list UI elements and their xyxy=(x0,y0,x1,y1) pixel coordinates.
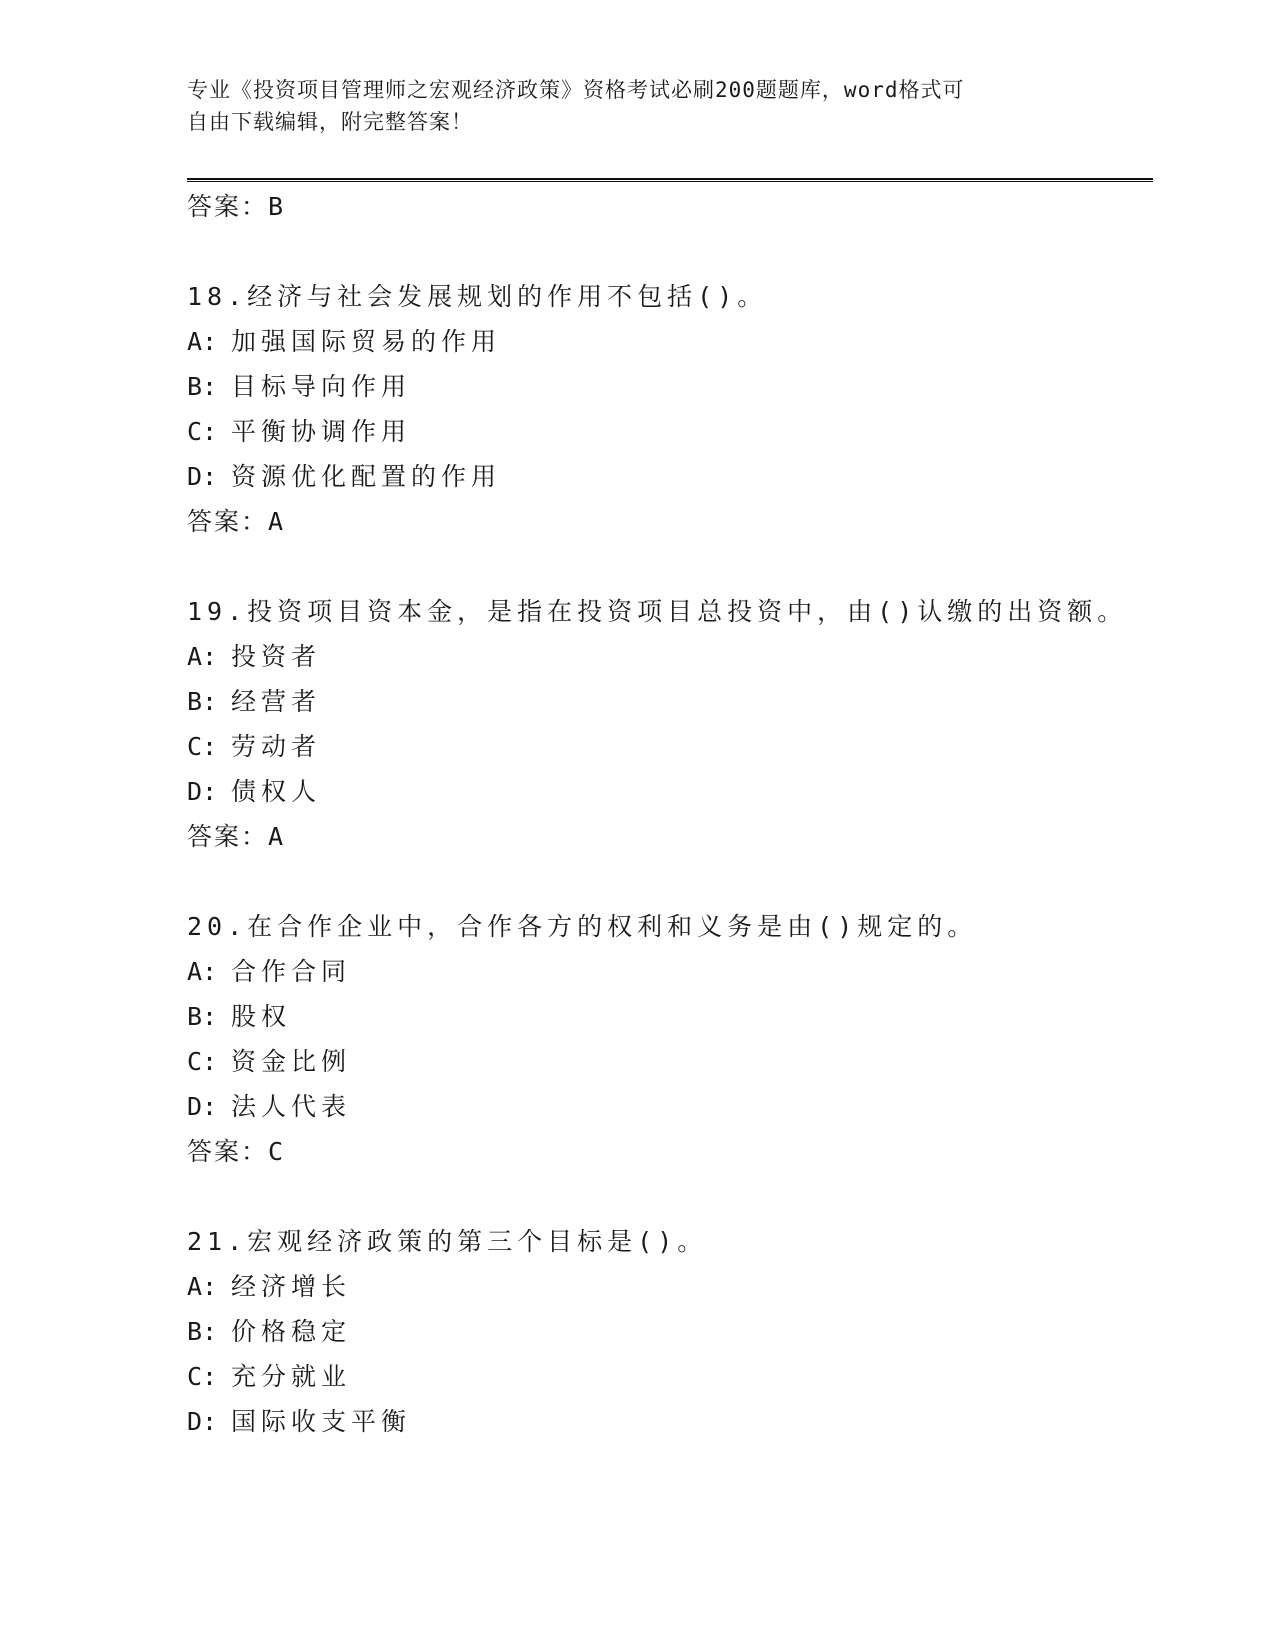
option-prefix: A: xyxy=(187,1272,218,1301)
option-prefix: C: xyxy=(187,1362,218,1391)
question-20-option-c xyxy=(187,1042,351,1082)
question-19-option-d xyxy=(187,772,321,812)
option-prefix: A: xyxy=(187,642,218,671)
question-19-stem: 19.投资项目资本金，是指在投资项目总投资中，由()认缴的出资额。 xyxy=(187,597,1128,626)
option-prefix: C: xyxy=(187,732,218,761)
option-prefix: B: xyxy=(187,372,218,401)
question-18-option-c xyxy=(187,412,411,452)
option-prefix: B: xyxy=(187,687,218,716)
answer-17: 答案：B xyxy=(187,192,286,221)
question-18-option-d xyxy=(187,457,501,497)
option-text: 债权人 xyxy=(231,777,322,806)
option-prefix: D: xyxy=(187,1092,218,1121)
option-text: 法人代表 xyxy=(231,1092,352,1121)
option-text: 股权 xyxy=(231,1002,292,1031)
option-prefix: B: xyxy=(187,1317,218,1346)
question-21-option-b xyxy=(187,1312,351,1352)
question-18-answer: 答案：A xyxy=(187,507,286,536)
option-text: 国际收支平衡 xyxy=(231,1407,412,1436)
option-prefix: B: xyxy=(187,1002,218,1031)
option-prefix: A: xyxy=(187,327,218,356)
option-text: 加强国际贸易的作用 xyxy=(231,327,502,356)
option-prefix: D: xyxy=(187,777,218,806)
option-text: 充分就业 xyxy=(231,1362,352,1391)
option-text: 投资者 xyxy=(231,642,322,671)
question-20-option-b xyxy=(187,997,291,1037)
option-prefix: A: xyxy=(187,957,218,986)
question-21-option-a xyxy=(187,1267,351,1307)
option-prefix: C: xyxy=(187,417,218,446)
option-text: 经济增长 xyxy=(231,1272,352,1301)
option-prefix: C: xyxy=(187,1047,218,1076)
option-prefix: D: xyxy=(187,1407,218,1436)
option-text: 资源优化配置的作用 xyxy=(231,462,502,491)
header-line-2: 自由下载编辑，附完整答案！ xyxy=(187,110,473,134)
option-text: 平衡协调作用 xyxy=(231,417,412,446)
header-divider xyxy=(187,178,1153,182)
option-text: 合作合同 xyxy=(231,957,352,986)
question-19-answer: 答案：A xyxy=(187,822,286,851)
question-20-answer: 答案：C xyxy=(187,1137,286,1166)
option-prefix: D: xyxy=(187,462,218,491)
question-19-option-b xyxy=(187,682,321,722)
question-21-option-d xyxy=(187,1402,411,1442)
option-text: 资金比例 xyxy=(231,1047,352,1076)
option-text: 劳动者 xyxy=(231,732,322,761)
question-18-option-a xyxy=(187,322,501,362)
option-text: 目标导向作用 xyxy=(231,372,412,401)
header-line-1: 专业《投资项目管理师之宏观经济政策》资格考试必刷200题题库，word格式可 xyxy=(187,78,965,102)
question-18-option-b xyxy=(187,367,411,407)
question-19-option-a xyxy=(187,637,321,677)
question-20-stem: 20.在合作企业中，合作各方的权利和义务是由()规定的。 xyxy=(187,912,978,941)
question-21-stem: 21.宏观经济政策的第三个目标是()。 xyxy=(187,1227,708,1256)
question-20-option-d xyxy=(187,1087,351,1127)
question-19-option-c xyxy=(187,727,321,767)
option-text: 经营者 xyxy=(231,687,322,716)
document-header xyxy=(187,74,1067,138)
option-text: 价格稳定 xyxy=(231,1317,352,1346)
question-21-option-c xyxy=(187,1357,351,1397)
question-20-option-a xyxy=(187,952,351,992)
question-18-stem: 18.经济与社会发展规划的作用不包括()。 xyxy=(187,282,768,311)
